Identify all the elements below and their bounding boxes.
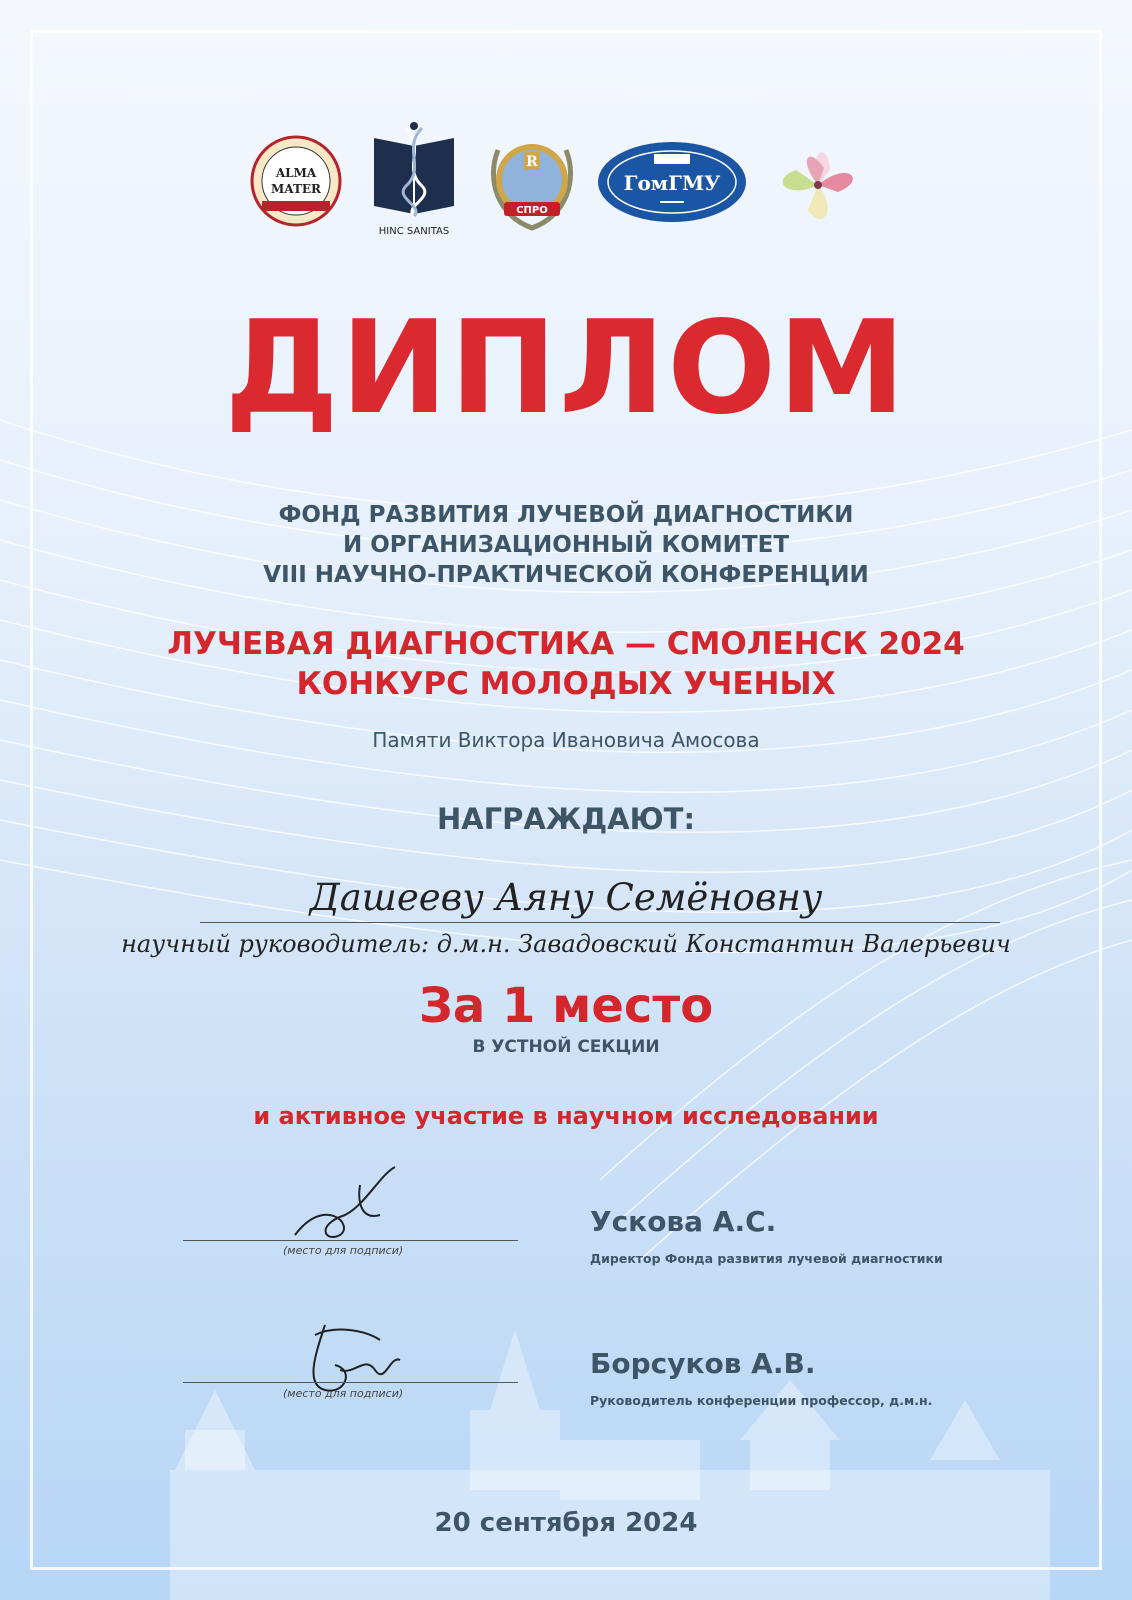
signature-2-role: Руководитель конференции профессор, д.м.н. [590,1393,933,1408]
svg-text:MATER: MATER [271,182,321,196]
svg-text:СПРО: СПРО [516,205,548,216]
hinc-sanitas-icon [368,120,460,246]
svg-text:ALMA: ALMA [275,166,317,180]
contest-name: КОНКУРС МОЛОДЫХ УЧЕНЫХ [296,666,836,702]
supervisor-line: научный руководитель: д.м.н. Завадовский Константин Валерьевич [121,930,1011,958]
alma-mater-emblem-icon [250,135,342,231]
svg-text:ГомГМУ: ГомГМУ [623,171,721,195]
svg-text:HINC SANITAS: HINC SANITAS [378,226,450,237]
signature-1-handwritten [285,1165,415,1249]
signature-2-line [183,1382,518,1383]
signature-1-name: Ускова А.С. [590,1205,777,1238]
svg-text:R: R [526,154,538,170]
organizers [0,500,1132,590]
award-extra: и активное участие в научном исследовании [253,1102,879,1130]
organizers-line-3: VIII НАУЧНО-ПРАКТИЧЕСКОЙ КОНФЕРЕНЦИИ [263,562,869,588]
diploma-date: 20 сентября 2024 [434,1508,698,1538]
signature-1-role: Директор Фонда развития лучевой диагностики [590,1251,943,1266]
signature-2-name: Борсуков А.В. [590,1347,816,1380]
memory-dedication: Памяти Виктора Ивановича Амосова [372,728,760,752]
page-frame [30,30,1102,1570]
signature-1-line [183,1240,518,1241]
organizers-line-1: ФОНД РАЗВИТИЯ ЛУЧЕВОЙ ДИАГНОСТИКИ [278,502,854,528]
recipient-underline [200,922,1000,923]
signature-1-caption: (место для подписи) [283,1244,404,1257]
award-place: За 1 место [418,978,714,1034]
conference-name: ЛУЧЕВАЯ ДИАГНОСТИКА — СМОЛЕНСК 2024 [167,626,965,662]
award-section: В УСТНОЙ СЕКЦИИ [472,1037,660,1057]
organizers-line-2: И ОРГАНИЗАЦИОННЫЙ КОМИТЕТ [342,532,790,558]
lily-flower-icon [768,140,868,234]
diploma-title: ДИПЛОМ [224,294,908,443]
awards-label: НАГРАЖДАЮТ: [436,802,696,836]
logos-row [250,120,880,250]
recipient-name: Дашееву Аяну Семёновну [309,876,823,919]
signature-2-caption: (место для подписи) [283,1387,404,1400]
spro-emblem-icon [484,130,580,240]
conference-block [0,624,1132,704]
gomgmu-emblem-icon [596,140,748,228]
